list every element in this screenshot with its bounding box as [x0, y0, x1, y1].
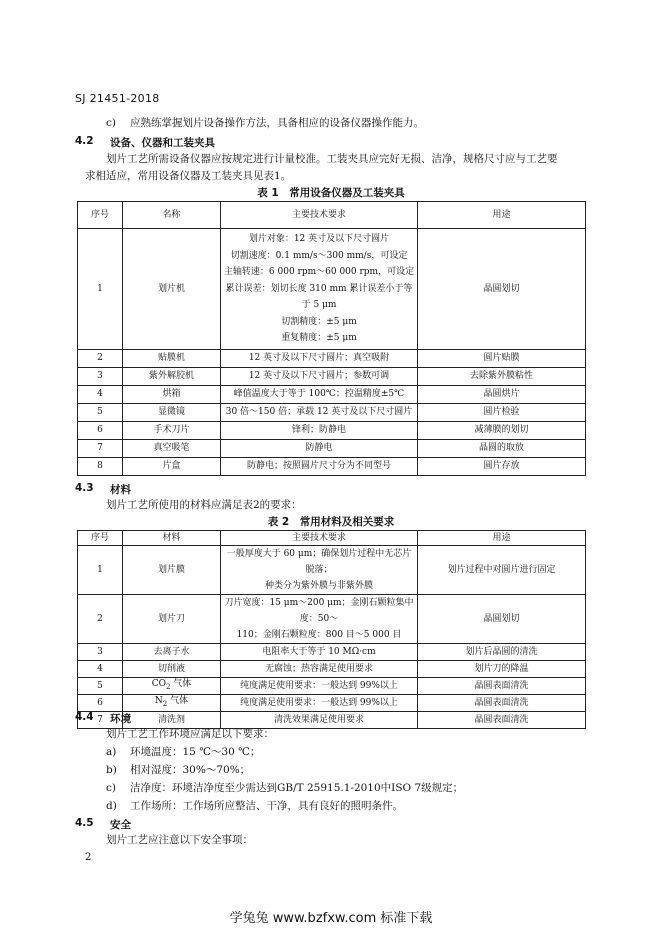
- cell-name: 手术刀片: [123, 422, 221, 440]
- cell-name: 清洗剂: [123, 712, 221, 729]
- req-line: 累计误差：划切长度 310 mm 累计误差小于等: [225, 283, 413, 294]
- cell-req: 峰值温度大于等于 100℃；控温精度±5℃: [221, 386, 418, 404]
- section-4-4-number: 4.4: [75, 711, 94, 723]
- co2-subscript: 2: [165, 683, 171, 692]
- n2-formula: N: [154, 696, 163, 707]
- cell-name: 划片膜: [123, 546, 221, 595]
- env-item-a-marker: a): [106, 746, 117, 758]
- cell-use: 划片刀的降温: [418, 661, 586, 678]
- cell-no: 4: [78, 386, 123, 404]
- table-row: [78, 229, 586, 350]
- section-4-4-intro: 划片工艺工作环境应满足以下要求：: [106, 728, 274, 740]
- section-4-4-title: 环境: [110, 713, 131, 725]
- cell-req: [221, 546, 418, 595]
- table2-caption: 表 2 常用材料及相关要求: [267, 516, 395, 528]
- table1-header-row: [78, 202, 586, 229]
- env-item-b-marker: b): [106, 764, 117, 776]
- cell-use: 晶圆表面清洗: [418, 678, 586, 695]
- table1-header-req: 主要技术要求: [221, 202, 418, 229]
- section-4-3-number: 4.3: [75, 482, 94, 494]
- standard-code: SJ 21451-2018: [75, 92, 160, 105]
- table-row: [78, 644, 586, 661]
- table-row: [78, 404, 586, 422]
- section-4-3-para: 划片工艺所使用的材料应满足表2的要求：: [106, 499, 302, 511]
- cell-req: [221, 595, 418, 644]
- table1-caption: 表 1 常用设备仪器及工装夹具: [257, 187, 405, 199]
- cell-no: 1: [78, 546, 123, 595]
- env-item-c-marker: c): [106, 782, 116, 794]
- cell-req: 纯度满足使用要求：一般达到 99%以上: [221, 695, 418, 712]
- cell-name: 真空吸笔: [123, 440, 221, 458]
- cell-no: 5: [78, 678, 123, 695]
- cell-name: 去离子水: [123, 644, 221, 661]
- table1-header-use: 用途: [418, 202, 586, 229]
- cell-req: 无腐蚀；热容满足使用要求: [221, 661, 418, 678]
- section-4-2-number: 4.2: [75, 135, 94, 147]
- cell-req: 清洗效果满足使用要求: [221, 712, 418, 729]
- cell-use: 圆片存放: [418, 458, 586, 476]
- cell-name: 划片机: [123, 229, 221, 350]
- cell-no: 2: [78, 350, 123, 368]
- cell-use: 划片过程中对圆片进行固定: [418, 546, 586, 595]
- cell-req: 30 倍～150 倍；承载 12 英寸及以下尺寸圆片: [221, 404, 418, 422]
- table-row: [78, 595, 586, 644]
- section-4-5-number: 4.5: [75, 817, 94, 829]
- co2-suffix: 气体: [170, 679, 192, 690]
- cell-name: 片盒: [123, 458, 221, 476]
- table-row: [78, 386, 586, 404]
- site-footer: 学兔兔 www.bzfxw.com 标准下载: [229, 911, 433, 926]
- req-line: 种类分为紫外膜与非紫外膜: [264, 581, 373, 591]
- req-line: 切割速度：0.1 mm/s～300 mm/s，可设定: [230, 250, 408, 261]
- cell-no: 6: [78, 695, 123, 712]
- cell-name: 贴膜机: [123, 350, 221, 368]
- cell-no: 2: [78, 595, 123, 644]
- cell-use: 晶圆表面清洗: [418, 712, 586, 729]
- cell-use: 晶圆表面清洗: [418, 695, 586, 712]
- env-item-c-text: 洁净度：环境洁净度至少需达到GB/T 25915.1-2010中ISO 7级规定；: [130, 782, 464, 794]
- cell-req: 12 英寸及以下尺寸圆片；参数可调: [221, 368, 418, 386]
- table-row: [78, 458, 586, 476]
- materials-table: [77, 530, 586, 729]
- item-c-text: 应熟练掌握划片设备操作方法，具备相应的设备仪器操作能力。: [130, 117, 424, 129]
- cell-use: 划片后晶圆的清洗: [418, 644, 586, 661]
- cell-name: 切削液: [123, 661, 221, 678]
- n2-subscript: 2: [162, 700, 168, 709]
- cell-name: [123, 695, 221, 712]
- cell-name: [123, 678, 221, 695]
- table2-header-name: 材料: [123, 531, 221, 546]
- table-row: [78, 712, 586, 729]
- table2-header-row: [78, 531, 586, 546]
- table-row: [78, 661, 586, 678]
- env-item-b-text: 相对湿度：30%～70%；: [130, 764, 251, 776]
- section-4-5-title: 安全: [110, 819, 131, 831]
- req-line: 于 5 μm: [301, 300, 337, 311]
- cell-use: 晶圆烘片: [418, 386, 586, 404]
- table-row: [78, 546, 586, 595]
- env-item-a-text: 环境温度：15 ℃～30 ℃；: [130, 746, 261, 758]
- table-row: [78, 440, 586, 458]
- table-row: [78, 350, 586, 368]
- cell-no: 3: [78, 368, 123, 386]
- cell-req: 防静电；按照圆片尺寸分为不同型号: [221, 458, 418, 476]
- table-row: [78, 422, 586, 440]
- cell-no: 1: [78, 229, 123, 350]
- cell-use: 晶圆划切: [418, 595, 586, 644]
- cell-no: 8: [78, 458, 123, 476]
- cell-use: 减薄膜的划切: [418, 422, 586, 440]
- table-row: [78, 678, 586, 695]
- cell-no: 6: [78, 422, 123, 440]
- table1-header-no: 序号: [78, 202, 123, 229]
- table1-header-name: 名称: [123, 202, 221, 229]
- section-4-2-para-line2: 求相适应，常用设备仪器及工装夹具见表1。: [85, 170, 292, 182]
- equipment-table: [77, 201, 586, 476]
- cell-req: 锋利；防静电: [221, 422, 418, 440]
- table2-header-no: 序号: [78, 531, 123, 546]
- cell-name: 显微镜: [123, 404, 221, 422]
- section-4-3-title: 材料: [110, 484, 131, 496]
- table2-header-req: 主要技术要求: [221, 531, 418, 546]
- req-line: 重复精度：±5 μm: [281, 333, 357, 344]
- cell-req: 12 英寸及以下尺寸圆片；真空吸附: [221, 350, 418, 368]
- req-line: 110；金刚石颗粒度：800 目～5 000 目: [236, 630, 402, 640]
- item-c-marker: c): [106, 117, 116, 129]
- cell-use: 圆片检验: [418, 404, 586, 422]
- req-line: 主轴转速：6 000 rpm～60 000 rpm，可设定: [223, 267, 415, 278]
- req-line: 一般厚度大于 60 μm；确保划片过程中无芯片脱落；: [226, 549, 412, 575]
- cell-use: 晶圆的取放: [418, 440, 586, 458]
- section-4-2-title: 设备、仪器和工装夹具: [110, 137, 215, 149]
- cell-name: 紫外解胶机: [123, 368, 221, 386]
- cell-name: 划片刀: [123, 595, 221, 644]
- cell-no: 4: [78, 661, 123, 678]
- cell-use: 圆片贴膜: [418, 350, 586, 368]
- cell-no: 7: [78, 712, 123, 729]
- req-line: 切割精度：±5 μm: [281, 316, 357, 327]
- cell-no: 5: [78, 404, 123, 422]
- env-item-d-text: 工作场所：工作场所应整洁、干净，具有良好的照明条件。: [130, 800, 403, 812]
- n2-suffix: 气体: [167, 696, 189, 707]
- table2-header-use: 用途: [418, 531, 586, 546]
- cell-no: 3: [78, 644, 123, 661]
- section-4-2-para-line1: 划片工艺所需设备仪器应按规定进行计量校准。工装夹具应完好无损、洁净，规格尺寸应与工艺要: [106, 153, 558, 165]
- cell-req: 纯度满足使用要求：一般达到 99%以上: [221, 678, 418, 695]
- section-4-5-intro: 划片工艺应注意以下安全事项：: [106, 834, 253, 846]
- table-row: [78, 368, 586, 386]
- req-line: 刀片宽度：15 μm～200 μm；金刚石颗粒集中度：50～: [224, 598, 414, 624]
- cell-use: 去除紫外膜粘性: [418, 368, 586, 386]
- table-row: [78, 695, 586, 712]
- page-number: 2: [85, 852, 92, 863]
- co2-formula: CO: [151, 679, 166, 690]
- env-item-d-marker: d): [106, 800, 117, 812]
- cell-req: [221, 229, 418, 350]
- cell-no: 7: [78, 440, 123, 458]
- cell-use: 晶圆划切: [418, 229, 586, 350]
- req-line: 划片对象：12 英寸及以下尺寸圆片: [248, 234, 390, 245]
- cell-req: 防静电: [221, 440, 418, 458]
- cell-req: 电阻率大于等于 10 MΩ·cm: [221, 644, 418, 661]
- cell-name: 烘箱: [123, 386, 221, 404]
